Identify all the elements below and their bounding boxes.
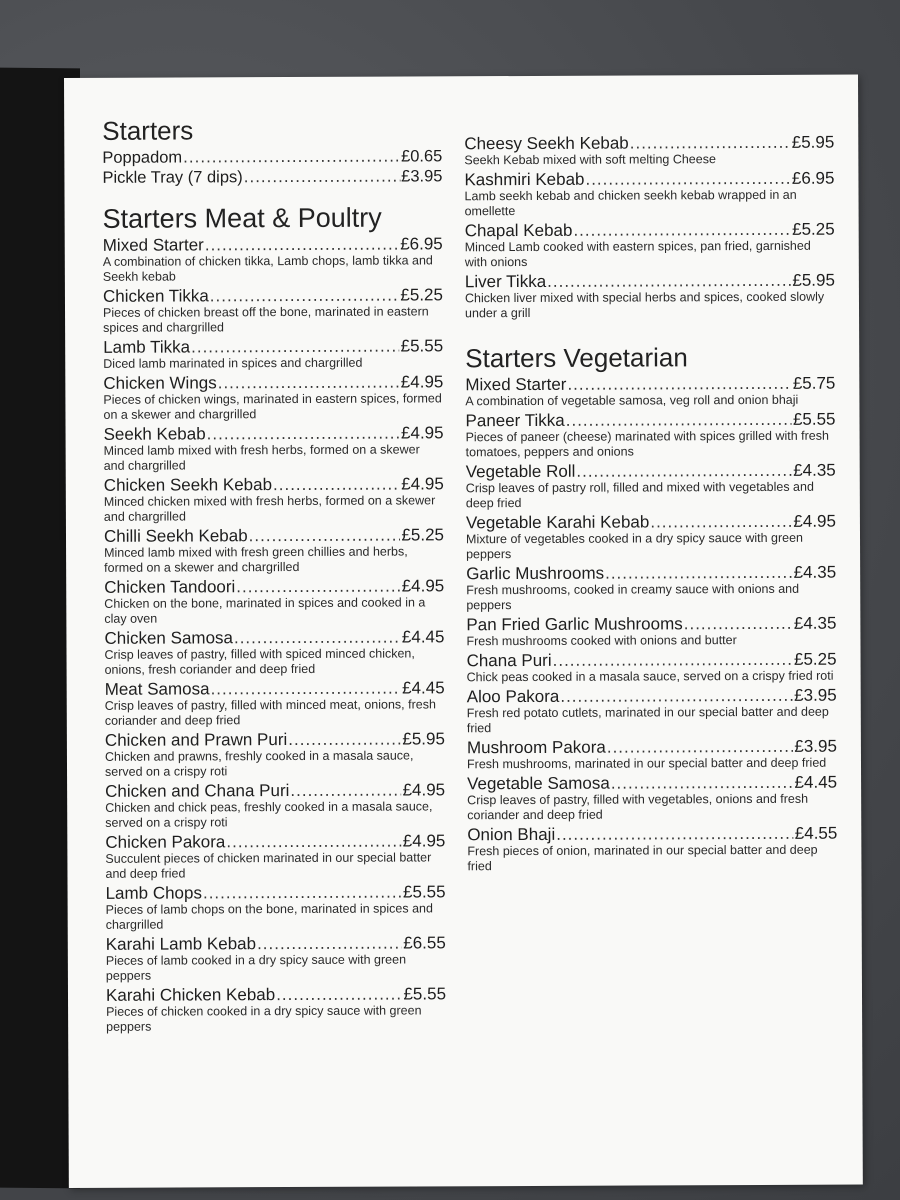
menu-item-row (465, 374, 835, 395)
item-description: Pieces of chicken breast off the bone, marinated in eastern spices and chargrilled (102, 304, 429, 335)
menu-item (103, 234, 443, 284)
item-description: Pieces of paneer (cheese) marinated with spices grilled with fresh tomatoes, peppers and onions (465, 428, 829, 460)
menu-item (467, 773, 837, 824)
item-name: Cheesy Seekh Kebab (464, 133, 629, 154)
item-name: Chilli Seekh Kebab (103, 526, 248, 546)
item-description: Minced lamb mixed with fresh green chillies and herbs, formed on a skewer and chargrilled (104, 544, 408, 575)
section-meat-poultry-continued (464, 133, 835, 322)
item-price: £3.95 (794, 736, 837, 756)
menu-item-row (104, 423, 444, 443)
menu-item (465, 374, 835, 410)
item-description: Minced lamb mixed with fresh herbs, formed on a skewer and chargrilled (103, 442, 420, 473)
item-description: Mixture of vegetables cooked in a dry spicy sauce with green peppers (465, 530, 804, 562)
item-price: £5.95 (791, 132, 835, 152)
item-price: £4.95 (402, 780, 446, 800)
item-name: Liver Tikka (464, 271, 547, 292)
dot-leader (567, 374, 791, 394)
menu-item-row (465, 220, 835, 241)
item-name: Chana Puri (466, 650, 552, 671)
menu-item (102, 146, 442, 167)
dot-leader (560, 686, 793, 706)
item-price: £5.55 (402, 882, 446, 902)
item-price: £5.75 (792, 373, 836, 393)
vegetarian-list (465, 374, 837, 875)
item-name: Chicken and Chana Puri (105, 781, 290, 801)
dot-leader (607, 737, 794, 757)
dot-leader (630, 133, 791, 153)
dot-leader (236, 577, 400, 597)
menu-item (105, 780, 445, 830)
item-name: Seekh Kebab (103, 424, 206, 444)
section-title-meat-poultry: Starters Meat & Poultry (102, 202, 382, 234)
item-description: Chick peas cooked in a masala sauce, served on a crispy fried roti (466, 668, 834, 685)
meat-poultry-continued-list (464, 133, 835, 322)
menu-item-row (103, 234, 443, 254)
item-description: Crisp leaves of pastry roll, filled and mixed with vegetables and deep fried (465, 479, 814, 511)
item-description: Chicken and chick peas, freshly cooked in a masala sauce, served on a crispy roti (105, 799, 433, 830)
dot-leader (573, 220, 791, 240)
menu-item (467, 737, 837, 773)
item-price: £5.55 (792, 409, 836, 429)
item-description: Succulent pieces of chicken marinated in our special batter and deep fried (105, 850, 432, 881)
menu-item-row (102, 166, 442, 187)
menu-item-row (464, 133, 834, 154)
menu-item-row (104, 525, 444, 545)
dot-leader (276, 985, 402, 1005)
menu-item-row (103, 336, 443, 356)
menu-item-row (106, 984, 446, 1004)
menu-item (465, 271, 835, 322)
menu-item-row (103, 285, 443, 305)
item-price: £0.65 (401, 147, 443, 166)
menu-item (467, 686, 837, 737)
menu-item-row (103, 372, 443, 392)
item-description: A combination of chicken tikka, Lamb chops, lamb tikka and Seekh kebab (102, 253, 433, 284)
item-price: £5.25 (400, 285, 443, 305)
item-price: £6.95 (400, 234, 443, 254)
dot-leader (650, 512, 792, 532)
item-name: Mushroom Pakora (466, 737, 606, 758)
menu-item (104, 525, 444, 575)
left-column (102, 76, 446, 1036)
menu-item (466, 461, 836, 512)
item-description: Minced chicken mixed with fresh herbs, formed on a skewer and chargrilled (103, 493, 436, 524)
dot-leader (576, 461, 792, 481)
item-price: £4.95 (401, 576, 445, 596)
item-description: Lamb seekh kebab and chicken seekh kebab wrapped in an omellette (464, 187, 797, 219)
dot-leader (218, 373, 400, 393)
item-name: Mixed Starter (465, 374, 567, 395)
item-price: £6.55 (403, 933, 446, 953)
menu-item-row (466, 512, 836, 533)
section-meat-poultry (103, 202, 447, 1034)
item-price: £4.55 (794, 823, 838, 843)
dot-leader (290, 781, 401, 800)
menu-item-row (465, 271, 835, 292)
item-name: Vegetable Roll (465, 461, 576, 482)
right-column (464, 75, 837, 877)
item-name: Chicken Samosa (104, 628, 234, 648)
item-price: £4.95 (793, 511, 836, 531)
item-name: Chicken and Prawn Puri (104, 730, 288, 750)
menu-item-row (467, 737, 837, 758)
section-starters (102, 114, 442, 187)
meat-poultry-list (103, 234, 446, 1034)
menu-item-row (105, 678, 445, 698)
dot-leader (244, 167, 400, 187)
menu-item-row (466, 563, 836, 584)
menu-item-row (467, 650, 837, 671)
menu-item (466, 563, 836, 614)
item-name: Karahi Lamb Kebab (105, 934, 257, 954)
dot-leader (183, 147, 400, 167)
item-price: £3.95 (794, 685, 837, 705)
item-name: Onion Bhaji (467, 824, 556, 845)
item-name: Pan Fried Garlic Mushrooms (466, 614, 683, 635)
item-name: Chicken Wings (103, 373, 217, 393)
item-description: Crisp leaves of pastry, filled with spiced minced chicken, onions, fresh coriander and deep fried (104, 646, 415, 677)
dot-leader (226, 832, 402, 852)
menu-item (106, 984, 446, 1034)
item-price: £5.25 (401, 525, 445, 545)
item-name: Lamb Chops (105, 883, 202, 903)
menu-item-row (102, 146, 442, 167)
item-name: Mixed Starter (102, 235, 204, 255)
menu-item-row (104, 576, 444, 596)
item-name: Chicken Pakora (105, 832, 226, 852)
dot-leader (547, 271, 791, 291)
menu-item-row (105, 780, 445, 800)
item-price: £5.55 (400, 336, 444, 356)
dot-leader (210, 286, 400, 306)
menu-item (466, 512, 836, 563)
menu-item (105, 678, 445, 728)
menu-item (103, 336, 443, 371)
item-description: Chicken on the bone, marinated in spices and cooked in a clay oven (104, 595, 426, 626)
item-name: Karahi Chicken Kebab (105, 985, 276, 1005)
menu-item-row (466, 614, 836, 635)
menu-item (467, 650, 837, 686)
menu-item (106, 882, 446, 932)
menu-item (466, 614, 836, 650)
item-price: £4.45 (401, 627, 445, 647)
item-price: £5.25 (793, 649, 837, 669)
item-price: £5.55 (403, 984, 447, 1004)
menu-item-row (464, 169, 834, 190)
menu-page (64, 75, 863, 1188)
menu-item (104, 627, 444, 677)
menu-item-row (466, 461, 836, 482)
menu-item-row (467, 773, 837, 794)
dot-leader (234, 628, 401, 648)
menu-item (104, 423, 444, 473)
item-name: Chicken Tikka (102, 286, 209, 306)
menu-item-row (467, 824, 837, 845)
item-price: £3.95 (401, 167, 443, 186)
item-price: £5.95 (402, 729, 445, 749)
item-description: A combination of vegetable samosa, veg roll and onion bhaji (465, 392, 799, 409)
item-name: Pickle Tray (7 dips) (102, 168, 243, 187)
menu-item (465, 220, 835, 271)
item-price: £4.45 (402, 678, 445, 698)
dot-leader (566, 410, 792, 430)
dot-leader (585, 169, 791, 189)
item-description: Chicken liver mixed with special herbs and spices, cooked slowly under a grill (464, 289, 825, 321)
dot-leader (273, 475, 400, 495)
dot-leader (553, 650, 793, 670)
dot-leader (211, 679, 402, 699)
item-price: £4.35 (793, 613, 837, 633)
item-description: Diced lamb marinated in spices and chargrilled (103, 355, 363, 371)
menu-item-row (467, 686, 837, 707)
item-description: Seekh Kebab mixed with soft melting Cheese (464, 152, 716, 168)
dot-leader (605, 563, 793, 583)
menu-item-row (105, 729, 445, 749)
menu-item (104, 474, 444, 524)
menu-item (464, 133, 834, 169)
dot-leader (205, 235, 399, 255)
item-description: Fresh red potato cutlets, marinated in our special batter and deep fried (466, 704, 829, 736)
menu-item (105, 831, 445, 881)
item-name: Chapal Kebab (464, 220, 573, 241)
item-price: £4.35 (793, 460, 836, 480)
item-name: Aloo Pakora (466, 686, 560, 707)
dot-leader (556, 824, 794, 844)
item-name: Meat Samosa (104, 679, 210, 699)
item-description: Pieces of lamb chops on the bone, marinated in spices and chargrilled (105, 901, 433, 932)
section-vegetarian (465, 342, 837, 875)
item-description: Fresh mushrooms, cooked in creamy sauce with onions and peppers (466, 581, 800, 613)
menu-item-row (105, 831, 445, 851)
item-name: Lamb Tikka (103, 337, 191, 357)
item-name: Poppadom (102, 148, 183, 167)
item-description: Fresh mushrooms, marinated in our special batter and deep fried (466, 755, 827, 772)
dot-leader (611, 773, 794, 793)
menu-item (105, 729, 445, 779)
menu-item-row (106, 882, 446, 902)
item-description: Chicken and prawns, freshly cooked in a masala sauce, served on a crispy roti (104, 748, 414, 779)
menu-item (467, 824, 837, 875)
menu-item-row (104, 627, 444, 647)
item-price: £4.95 (402, 831, 446, 851)
menu-item-row (104, 474, 444, 494)
item-price: £4.45 (794, 772, 838, 792)
item-description: Minced Lamb cooked with eastern spices, pan fried, garnished with onions (464, 238, 811, 270)
dot-leader (249, 526, 401, 546)
section-title-vegetarian: Starters Vegetarian (465, 342, 688, 374)
dot-leader (684, 614, 793, 633)
item-price: £6.95 (791, 168, 835, 188)
menu-item (106, 933, 446, 983)
menu-item-row (106, 933, 446, 953)
item-name: Kashmiri Kebab (464, 169, 585, 190)
menu-item-row (465, 410, 835, 431)
item-name: Vegetable Samosa (467, 773, 610, 794)
item-name: Chicken Tandoori (104, 577, 236, 597)
item-description: Pieces of lamb cooked in a dry spicy sauce with green peppers (105, 952, 407, 983)
menu-item (465, 410, 835, 461)
dot-leader (288, 730, 401, 749)
menu-item (104, 576, 444, 626)
item-name: Chicken Seekh Kebab (103, 475, 273, 495)
item-name: Paneer Tikka (465, 410, 565, 431)
item-price: £4.95 (400, 372, 444, 392)
dot-leader (191, 337, 400, 357)
menu-item (103, 372, 443, 422)
menu-item (464, 169, 834, 220)
item-name: Garlic Mushrooms (466, 563, 605, 584)
item-price: £5.95 (792, 270, 835, 290)
section-title-starters: Starters (102, 115, 194, 146)
menu-item (103, 285, 443, 335)
item-description: Crisp leaves of pastry, filled with vegetables, onions and fresh coriander and deep fried (467, 791, 809, 823)
item-name: Vegetable Karahi Kebab (465, 512, 650, 533)
item-price: £4.95 (400, 423, 444, 443)
item-description: Pieces of chicken wings, marinated in eastern spices, formed on a skewer and chargrilled (103, 391, 442, 422)
item-price: £4.95 (401, 474, 444, 494)
dot-leader (203, 883, 402, 903)
item-price: £4.35 (793, 562, 837, 582)
item-description: Pieces of chicken cooked in a dry spicy sauce with green peppers (106, 1003, 422, 1034)
item-description: Fresh pieces of onion, marinated in our special batter and deep fried (467, 842, 818, 874)
dot-leader (257, 934, 402, 954)
item-price: £5.25 (792, 219, 835, 239)
dot-leader (207, 424, 400, 444)
item-description: Fresh mushrooms cooked with onions and butter (466, 633, 737, 649)
menu-item (102, 166, 442, 187)
starters-list (102, 146, 442, 187)
item-description: Crisp leaves of pastry, filled with minced meat, onions, fresh coriander and deep fried (104, 697, 436, 728)
